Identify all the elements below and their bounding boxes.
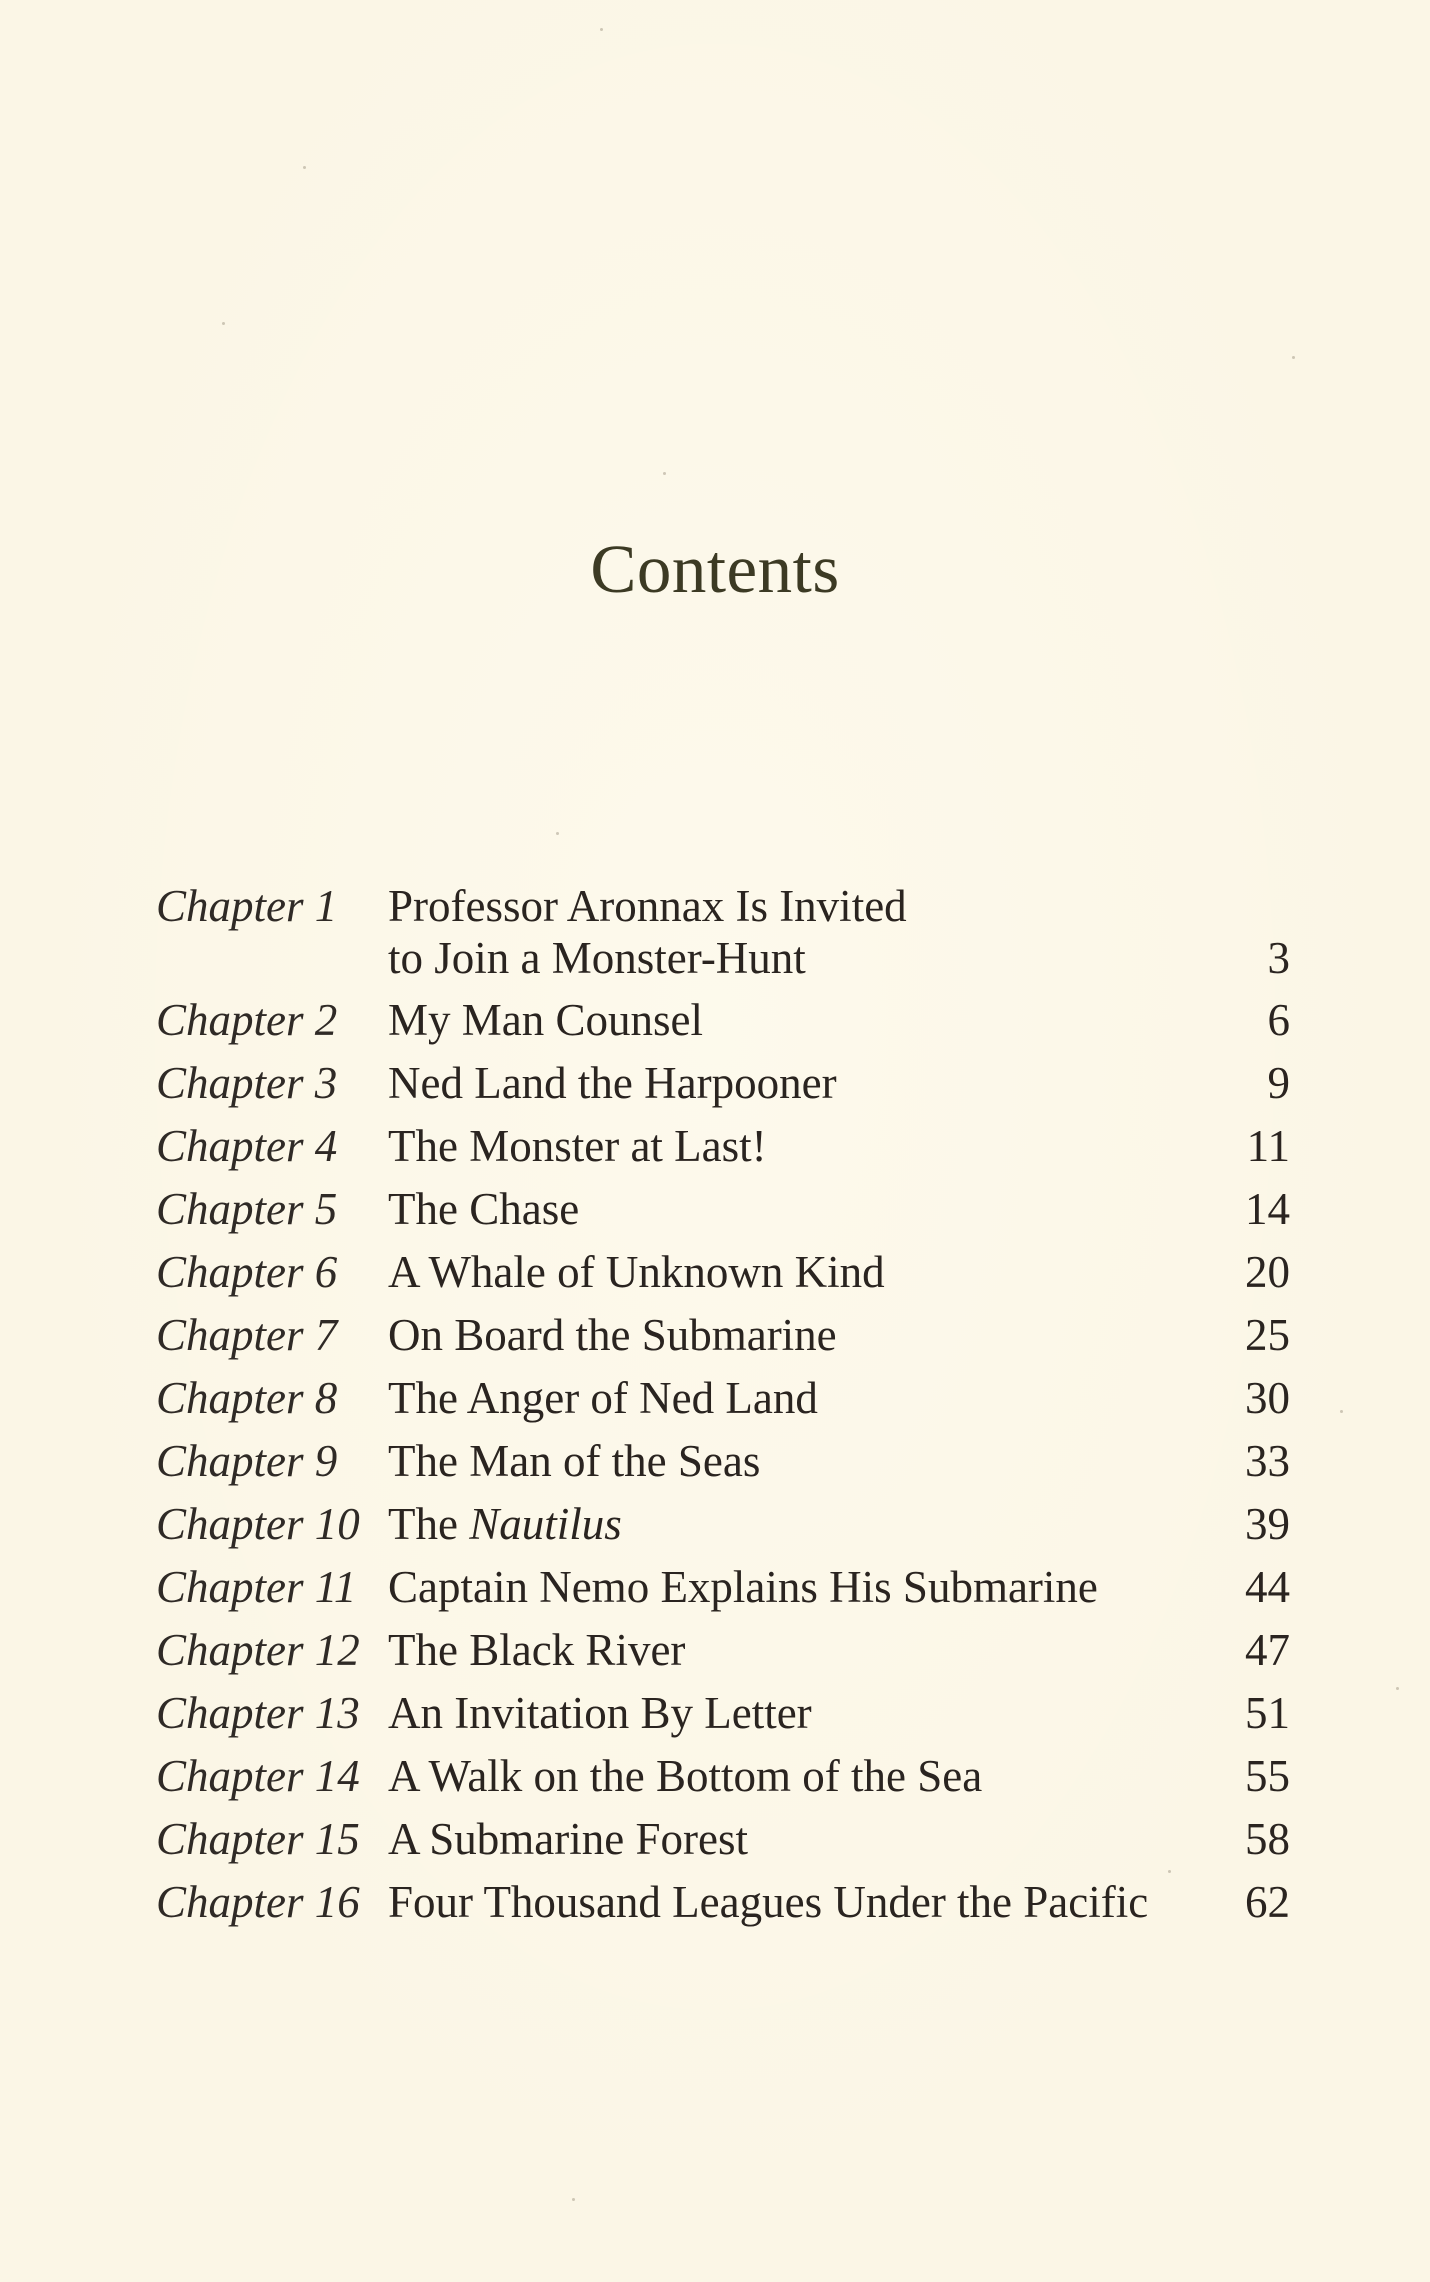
chapter-title: An Invitation By Letter <box>388 1688 812 1738</box>
toc-entry <box>0 1120 1430 1183</box>
toc-entry <box>0 1372 1430 1435</box>
chapter-title: Captain Nemo Explains His Submarine <box>388 1562 1098 1612</box>
chapter-label: Chapter 2 <box>156 995 338 1045</box>
chapter-title: The Anger of Ned Land <box>388 1373 818 1423</box>
toc-entry <box>0 1183 1430 1246</box>
chapter-label: Chapter 3 <box>156 1058 338 1108</box>
chapter-title: Ned Land the Harpooner <box>388 1058 837 1108</box>
toc-entry <box>0 1687 1430 1750</box>
chapter-label: Chapter 12 <box>156 1625 360 1675</box>
page-title: Contents <box>590 531 840 607</box>
toc-entry <box>0 1057 1430 1120</box>
chapter-label: Chapter 8 <box>156 1373 338 1423</box>
toc-entry <box>0 994 1430 1057</box>
page-number: 47 <box>1245 1625 1290 1675</box>
page-number: 58 <box>1245 1814 1290 1864</box>
toc-entry <box>0 1813 1430 1876</box>
chapter-title: On Board the Submarine <box>388 1310 837 1360</box>
page-number: 11 <box>1246 1121 1290 1171</box>
page-number: 55 <box>1245 1751 1290 1801</box>
toc-entry <box>0 1561 1430 1624</box>
toc-entry <box>0 1624 1430 1687</box>
page-number: 33 <box>1245 1436 1290 1486</box>
page-number: 14 <box>1245 1184 1290 1234</box>
toc-entry <box>0 1246 1430 1309</box>
ship-name: Nautilus <box>469 1499 622 1549</box>
chapter-label: Chapter 7 <box>156 1310 338 1360</box>
chapter-title: The Man of the Seas <box>388 1436 761 1486</box>
chapter-label: Chapter 1 <box>156 881 338 931</box>
chapter-title: A Whale of Unknown Kind <box>388 1247 885 1297</box>
page-number: 20 <box>1245 1247 1290 1297</box>
chapter-title: The Black River <box>388 1625 686 1675</box>
page-number: 3 <box>1267 933 1290 983</box>
chapter-title-continued: to Join a Monster-Hunt <box>388 933 806 983</box>
chapter-title: A Submarine Forest <box>388 1814 748 1864</box>
chapter-label: Chapter 11 <box>156 1562 357 1612</box>
chapter-label: Chapter 16 <box>156 1877 360 1927</box>
chapter-label: Chapter 15 <box>156 1814 360 1864</box>
toc-entry <box>0 1309 1430 1372</box>
page-number: 44 <box>1245 1562 1290 1612</box>
page-number: 62 <box>1245 1877 1290 1927</box>
chapter-title: Four Thousand Leagues Under the Pacific <box>388 1877 1149 1927</box>
toc-entry <box>0 1876 1430 1939</box>
page-number: 51 <box>1245 1688 1290 1738</box>
chapter-label: Chapter 5 <box>156 1184 338 1234</box>
chapter-title: The Chase <box>388 1184 580 1234</box>
chapter-title: A Walk on the Bottom of the Sea <box>388 1751 983 1801</box>
chapter-title: My Man Counsel <box>388 995 703 1045</box>
chapter-label: Chapter 6 <box>156 1247 338 1297</box>
page-number: 6 <box>1267 995 1290 1045</box>
chapter-label: Chapter 4 <box>156 1121 338 1171</box>
toc-entry <box>0 1750 1430 1813</box>
toc-entry <box>0 1498 1430 1561</box>
chapter-title-prefix: The <box>388 1499 458 1549</box>
chapter-title <box>388 1498 622 1550</box>
chapter-title: The Monster at Last! <box>388 1121 767 1171</box>
page-number: 39 <box>1245 1499 1290 1549</box>
chapter-label: Chapter 13 <box>156 1688 360 1738</box>
page-number: 30 <box>1245 1373 1290 1423</box>
page-number: 9 <box>1267 1058 1290 1108</box>
chapter-title: Professor Aronnax Is Invited <box>388 881 907 931</box>
chapter-label: Chapter 10 <box>156 1499 360 1549</box>
chapter-label: Chapter 9 <box>156 1436 338 1486</box>
chapter-label: Chapter 14 <box>156 1751 360 1801</box>
toc-entry <box>0 1435 1430 1498</box>
page-number: 25 <box>1245 1310 1290 1360</box>
toc-entry <box>0 876 1430 983</box>
